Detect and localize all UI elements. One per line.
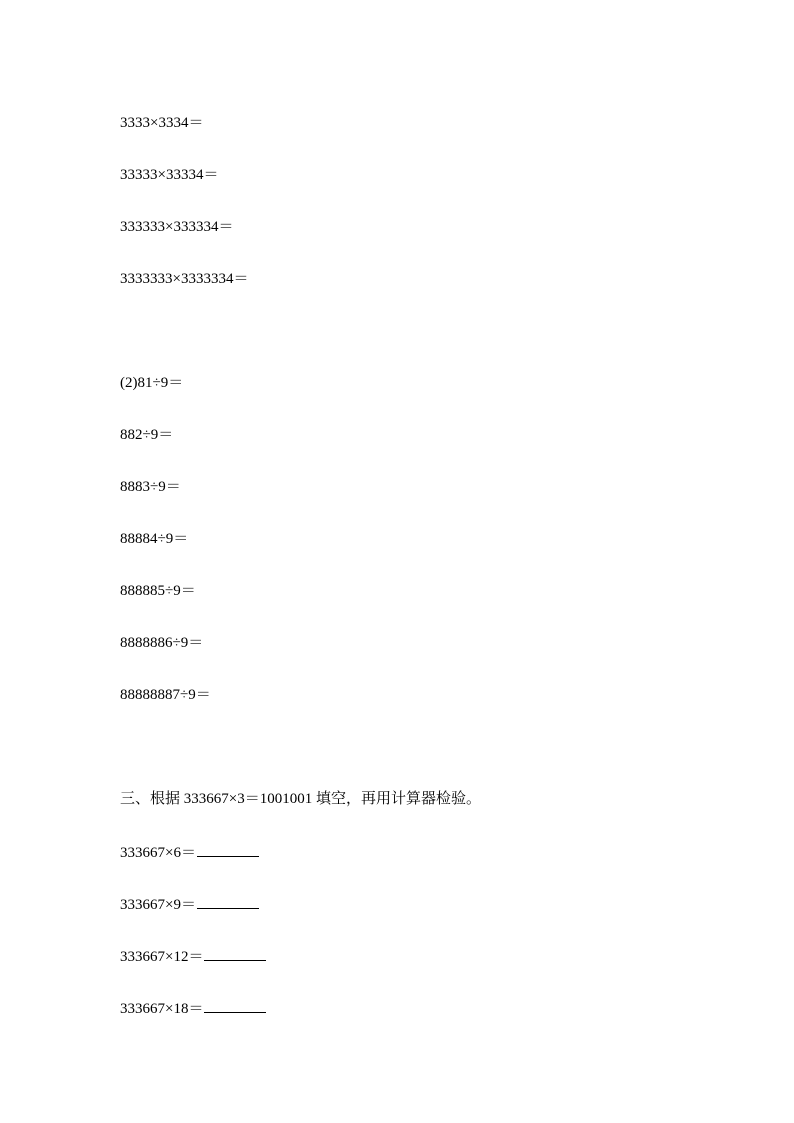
- divide-item-3: 8883÷9＝: [120, 479, 181, 495]
- fill-blank-row-3: [120, 946, 266, 967]
- multiply-item-3: 333333×333334＝: [120, 219, 234, 235]
- answer-blank[interactable]: [204, 946, 266, 961]
- divide-item-5: 888885÷9＝: [120, 583, 196, 599]
- fill-blank-expression: 333667×18＝: [120, 1001, 204, 1017]
- answer-blank[interactable]: [197, 894, 259, 909]
- section-three-heading: 三、根据 333667×3＝1001001 填空，再用计算器检验。: [120, 791, 481, 807]
- divide-item-4: 88884÷9＝: [120, 531, 189, 547]
- answer-blank[interactable]: [197, 842, 259, 857]
- divide-item-2: 882÷9＝: [120, 427, 174, 443]
- fill-blank-row-4: [120, 998, 266, 1019]
- multiply-item-2: 33333×33334＝: [120, 167, 219, 183]
- answer-blank[interactable]: [204, 998, 266, 1013]
- fill-blank-row-2: [120, 894, 259, 915]
- fill-blank-expression: 333667×9＝: [120, 897, 196, 913]
- fill-blank-expression: 333667×6＝: [120, 845, 196, 861]
- multiply-item-1: 3333×3334＝: [120, 115, 204, 131]
- fill-blank-row-1: [120, 842, 259, 863]
- fill-blank-expression: 333667×12＝: [120, 949, 204, 965]
- divide-item-6: 8888886÷9＝: [120, 635, 204, 651]
- divide-item-1: (2)81÷9＝: [120, 375, 184, 391]
- divide-item-7: 88888887÷9＝: [120, 687, 211, 703]
- multiply-item-4: 3333333×3333334＝: [120, 271, 249, 287]
